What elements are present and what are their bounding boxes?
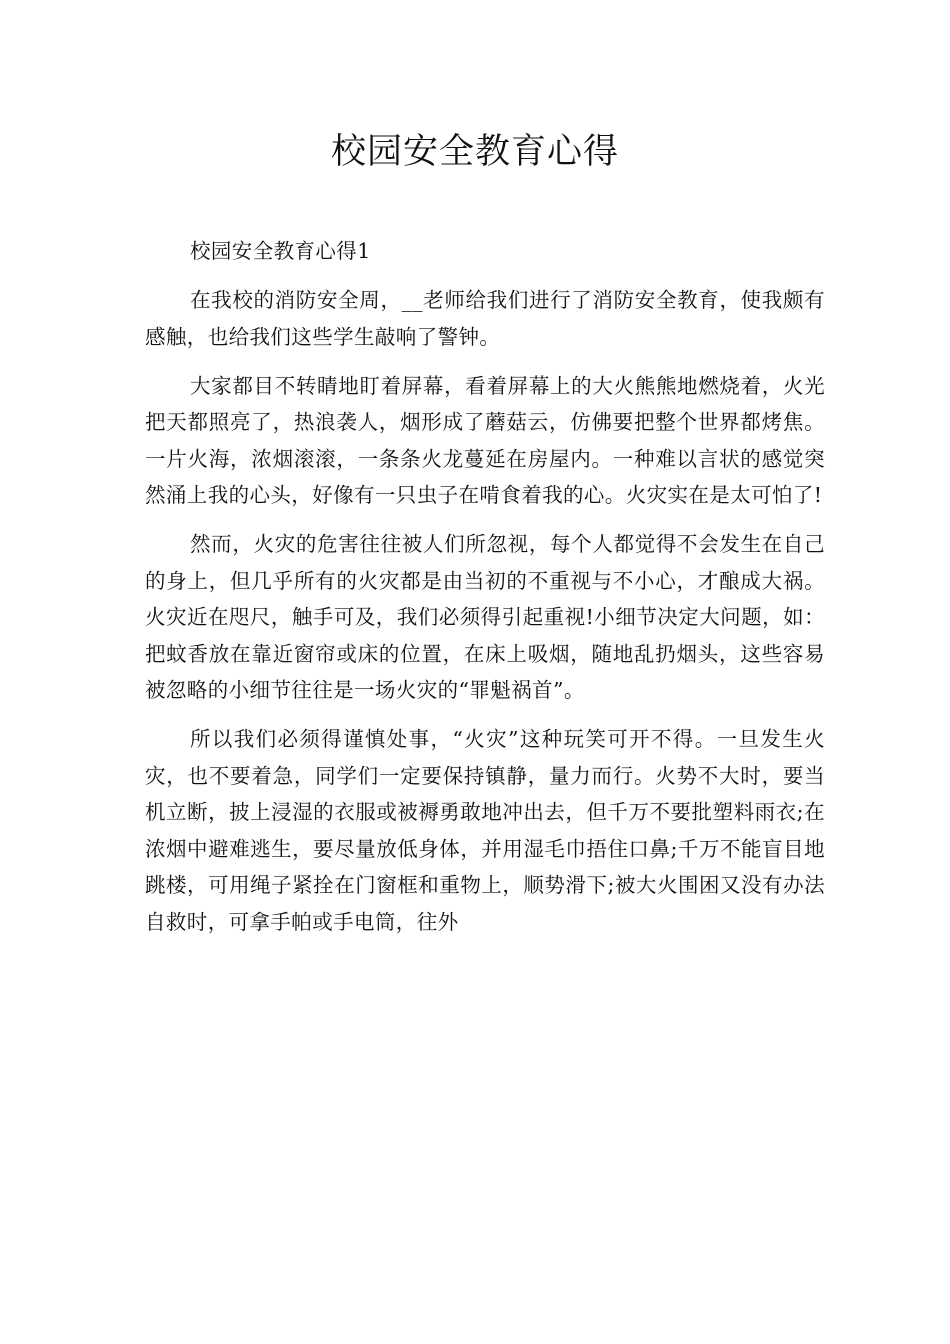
document-title: 校园安全教育心得	[330, 132, 619, 172]
paragraph: 所以我们必须得谨慎处事，“火灾”这种玩笑可开不得。一旦发生火灾，也不要着急，同学们一定要保持镇静，量力而行。火势不大时，要当机立断，披上浸湿的衣服或被褥勇敢地冲出去，但千万不要批塑料雨衣;在浓烟中避难逃生，要尽量放低身体，并用湿毛巾捂住口鼻;千万不能盲目地跳楼，可用绳子紧拴在门窗框和重物上，顺势滑下;被大火围困又没有办法自救时，可拿手帕或手电筒，往外	[145, 727, 825, 934]
paragraph: 然而，火灾的危害往往被人们所忽视，每个人都觉得不会发生在自己的身上，但几乎所有的火灾都是由当初的不重视与不小心，才酿成大祸。火灾近在咫尺，触手可及，我们必须得引起重视!小细节决定大问题，如：把蚊香放在靠近窗帘或床的位置，在床上吸烟，随地乱扔烟头，这些容易被忽略的小细节往往是一场火灾的“罪魁祸首”。	[145, 532, 825, 702]
section-heading: 校园安全教育心得1	[190, 239, 371, 263]
paragraph: 大家都目不转睛地盯着屏幕，看着屏幕上的大火熊熊地燃烧着，火光把天都照亮了，热浪袭人，烟形成了蘑菇云，仿佛要把整个世界都烤焦。一片火海，浓烟滚滚，一条条火龙蔓延在房屋内。一种难以言状的感觉突然涌上我的心头，好像有一只虫子在啃食着我的心。火灾实在是太可怕了!	[145, 373, 825, 507]
document-body	[145, 233, 825, 940]
paragraph: 在我校的消防安全周，__老师给我们进行了消防安全教育，使我颇有感触，也给我们这些学生敲响了警钟。	[145, 288, 825, 349]
